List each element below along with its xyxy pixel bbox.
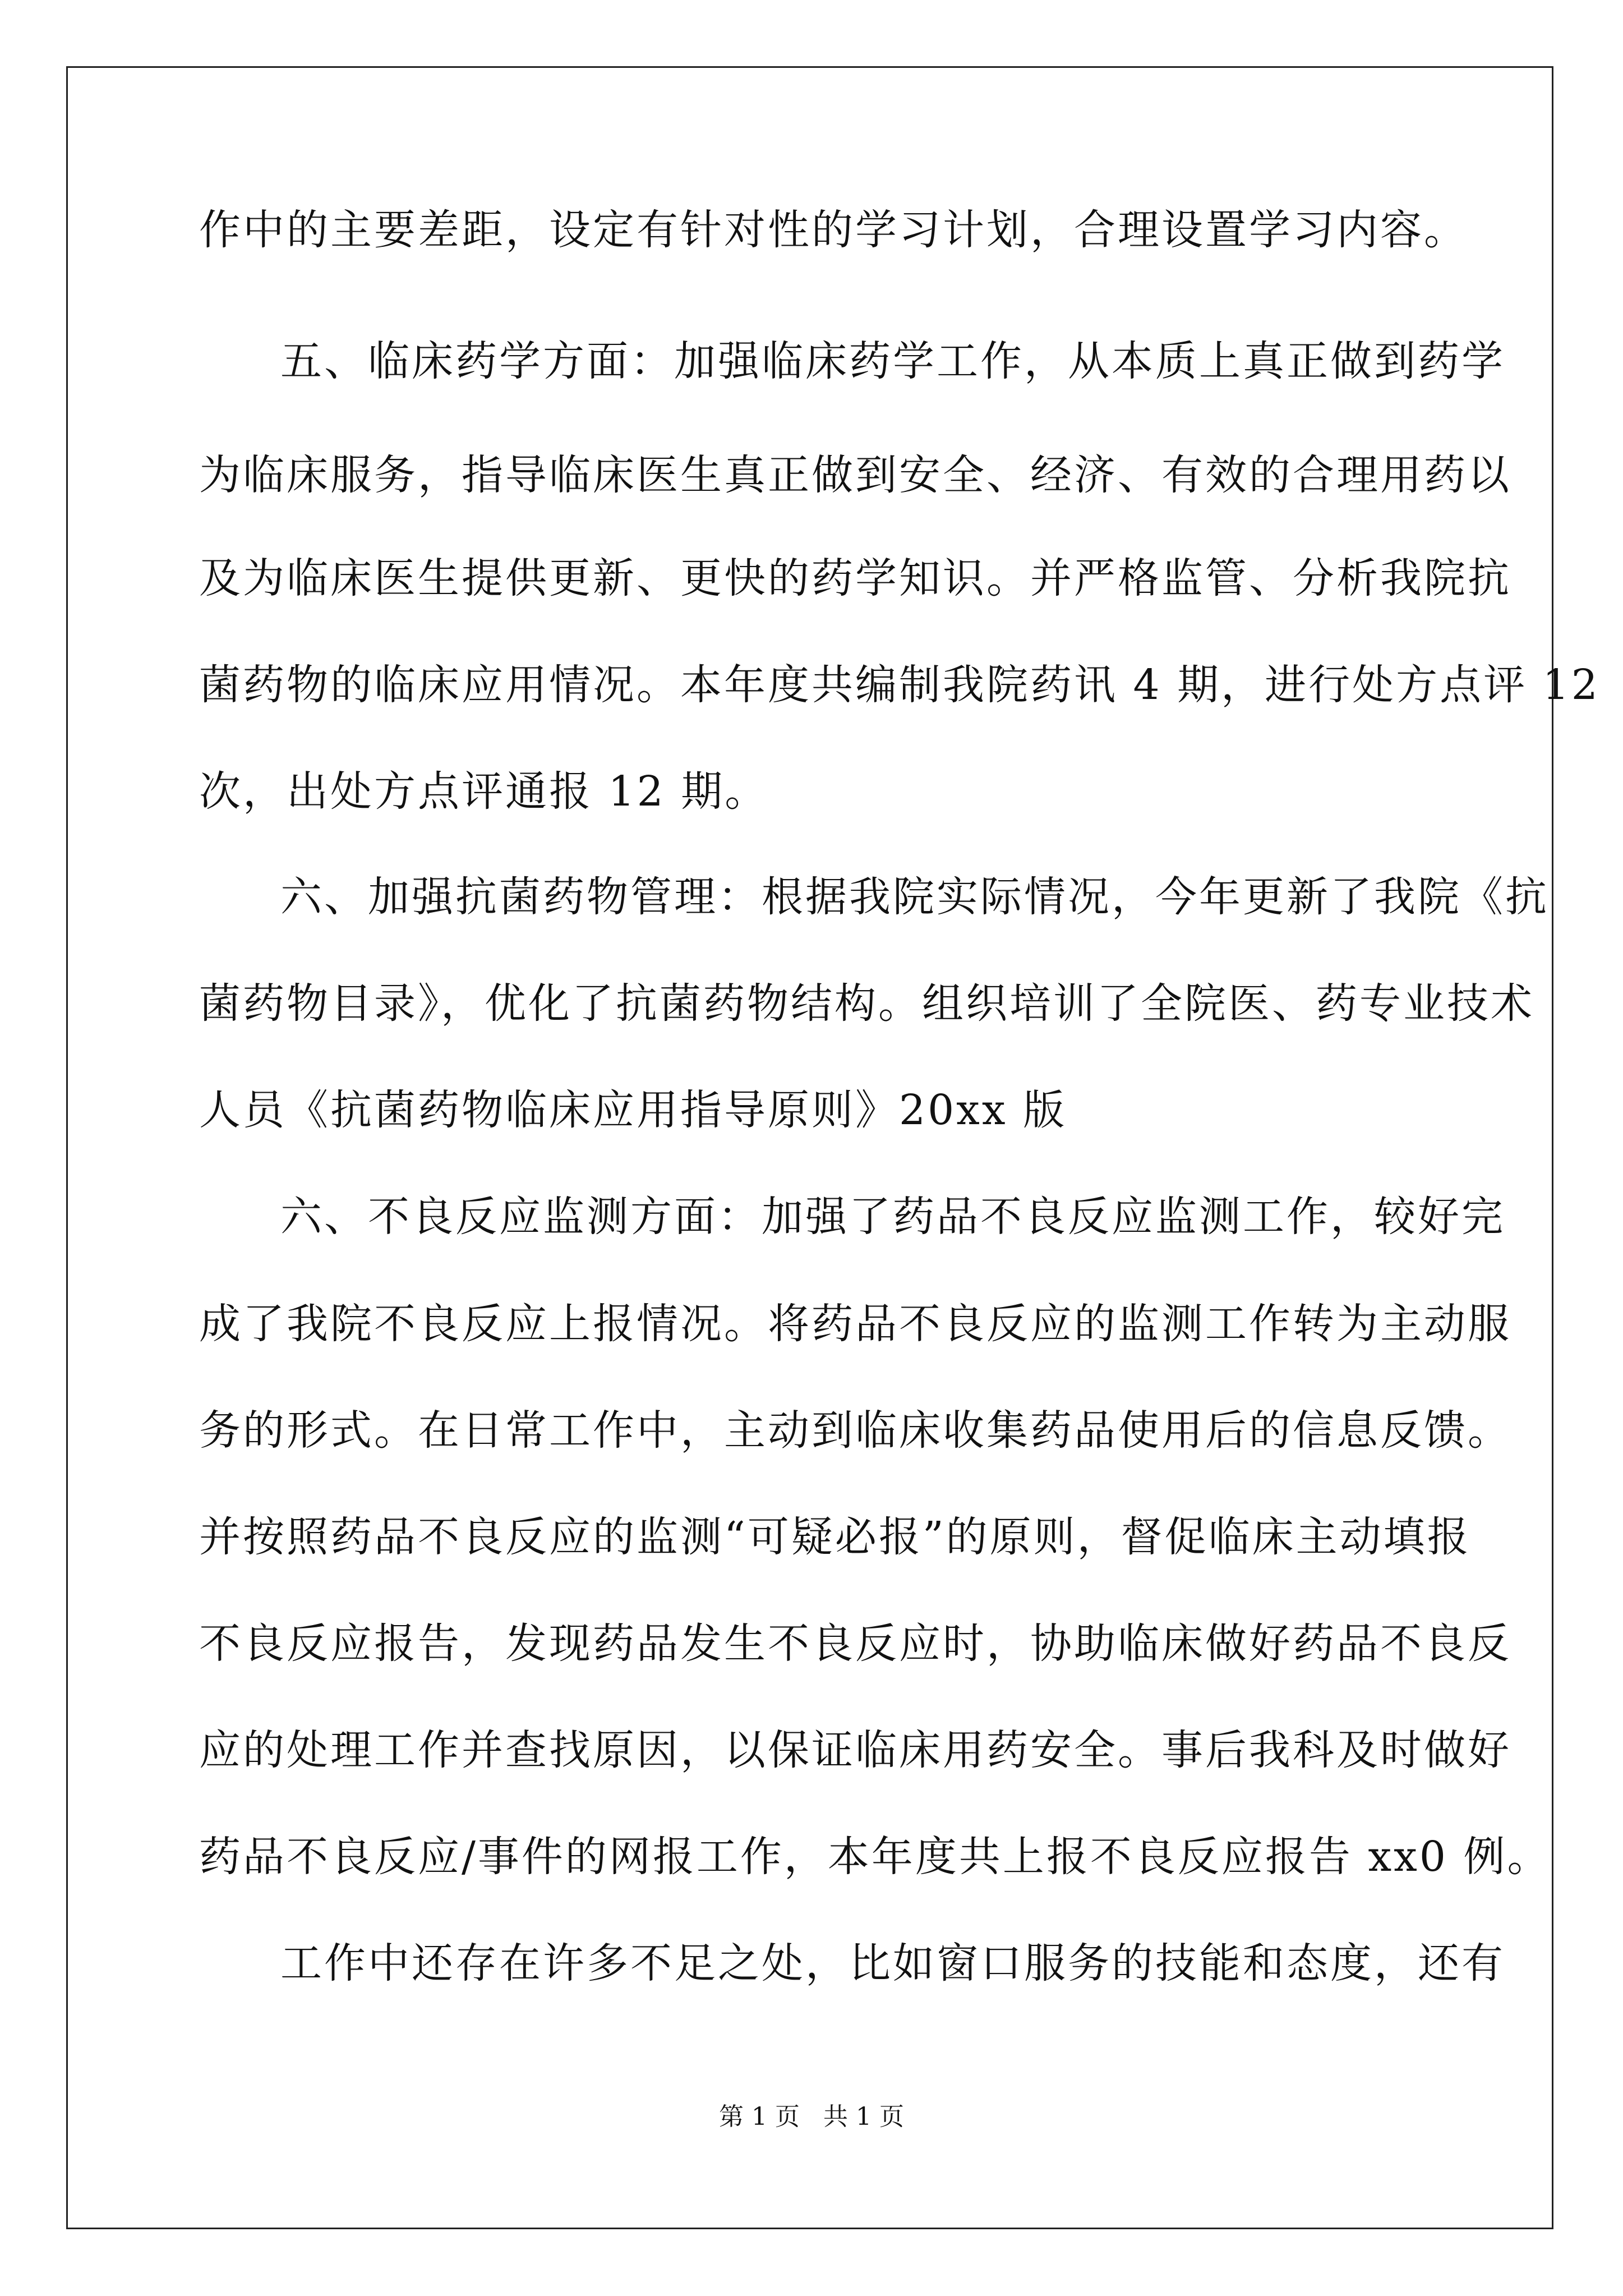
paragraph-4-line-4: 并按照药品不良反应的监测“可疑必报”的原则，督促临床主动填报: [199, 1513, 1471, 1561]
paragraph-4-line-1: 六、不良反应监测方面：加强了药品不良反应监测工作，较好完: [280, 1193, 1505, 1241]
paragraph-4-line-7: 药品不良反应/事件的网报工作，本年度共上报不良反应报告 xx0 例。: [199, 1833, 1551, 1881]
paragraph-2-line-3: 及为临床医生提供更新、更快的药学知识。并严格监管、分析我院抗: [199, 554, 1511, 602]
page-number-footer: 第 1 页 共 1 页: [719, 2102, 904, 2131]
page-border: [66, 66, 1553, 2229]
paragraph-3-line-1: 六、加强抗菌药物管理：根据我院实际情况，今年更新了我院《抗: [280, 873, 1549, 921]
paragraph-2-line-1: 五、临床药学方面：加强临床药学工作，从本质上真正做到药学: [280, 337, 1505, 385]
paragraph-3-line-3: 人员《抗菌药物临床应用指导原则》20xx 版: [199, 1086, 1067, 1134]
paragraph-2-line-4: 菌药物的临床应用情况。本年度共编制我院药讯 4 期，进行处方点评 12: [199, 661, 1600, 709]
paragraph-2-line-2: 为临床服务，指导临床医生真正做到安全、经济、有效的合理用药以: [199, 451, 1511, 499]
paragraph-4-line-2: 成了我院不良反应上报情况。将药品不良反应的监测工作转为主动服: [199, 1300, 1511, 1348]
paragraph-4-line-6: 应的处理工作并查找原因，以保证临床用药安全。事后我科及时做好: [199, 1726, 1511, 1774]
paragraph-3-line-2: 菌药物目录》，优化了抗菌药物结构。组织培训了全院医、药专业技术: [199, 979, 1534, 1028]
paragraph-1-line-1: 作中的主要差距，设定有针对性的学习计划，合理设置学习内容。: [199, 206, 1468, 254]
paragraph-5-line-1: 工作中还存在许多不足之处，比如窗口服务的技能和态度，还有: [280, 1939, 1505, 1987]
paragraph-4-line-5: 不良反应报告，发现药品发生不良反应时，协助临床做好药品不良反: [199, 1619, 1511, 1668]
paragraph-4-line-3: 务的形式。在日常工作中，主动到临床收集药品使用后的信息反馈。: [199, 1406, 1511, 1455]
paragraph-2-line-5: 次，出处方点评通报 12 期。: [199, 767, 769, 816]
